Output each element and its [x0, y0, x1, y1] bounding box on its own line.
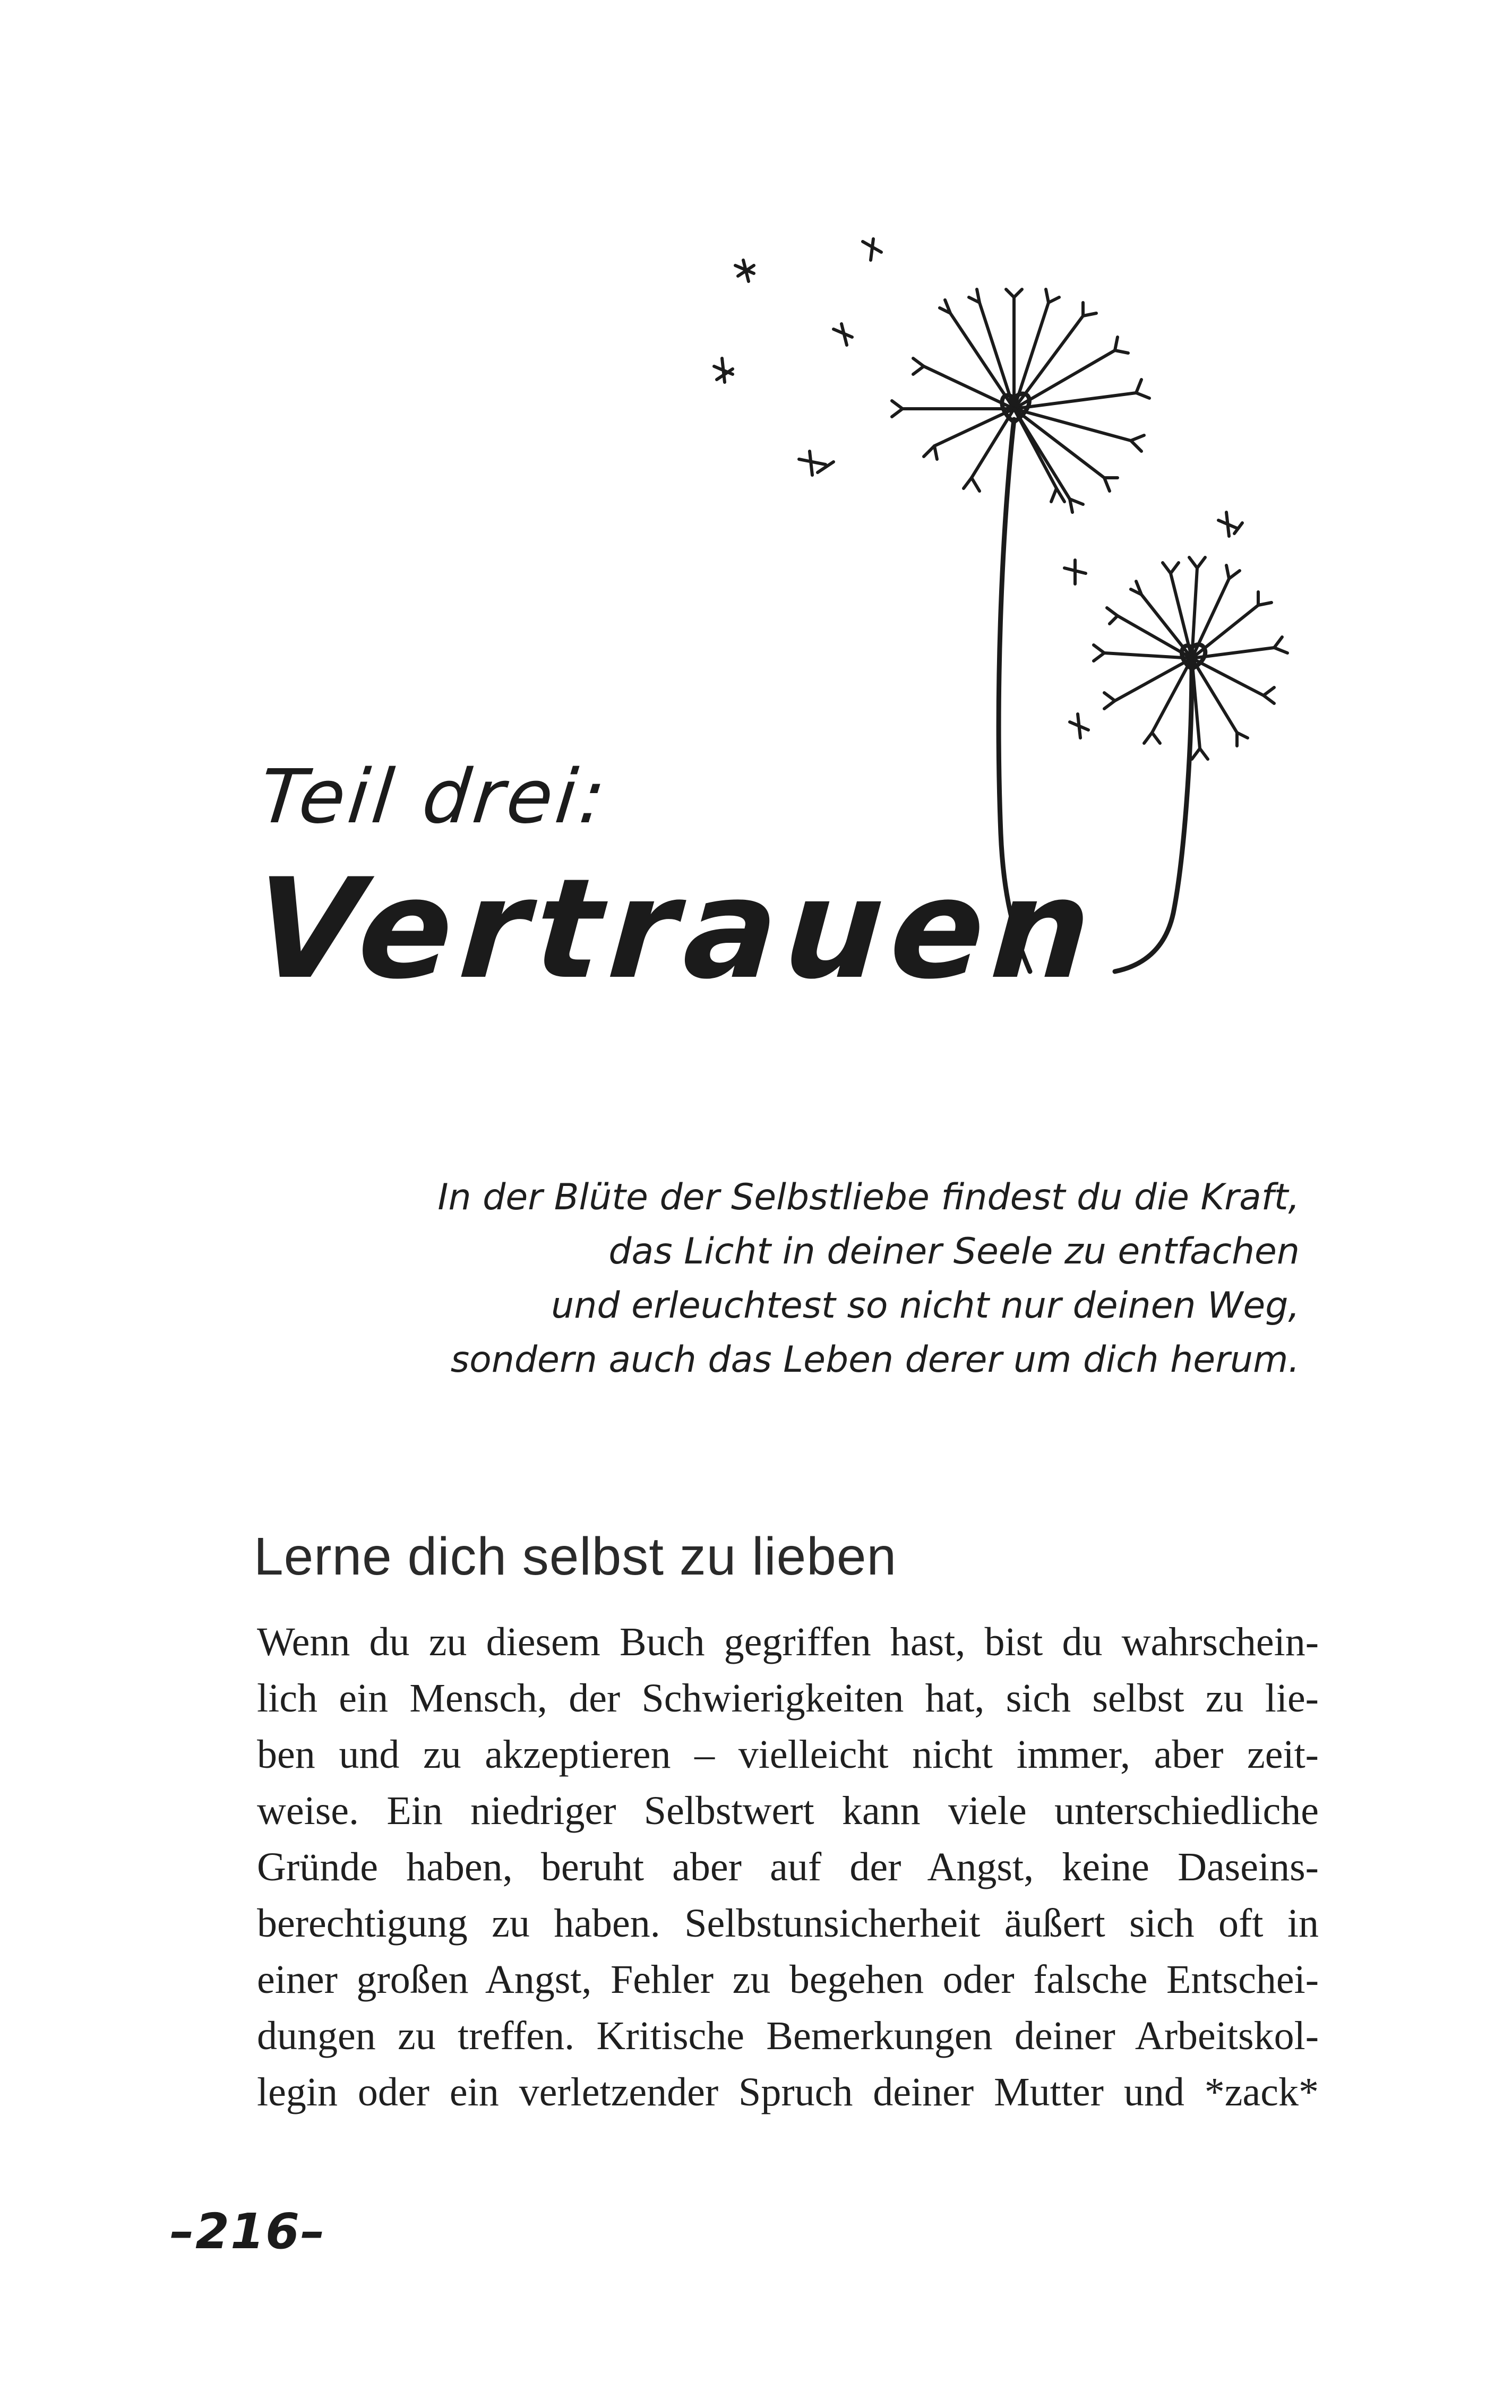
- body-line: weise. Ein niedriger Selbstwert kann viele unterschiedliche: [257, 1788, 1319, 1833]
- body-line: einer großen Angst, Fehler zu begehen oder falsche Entschei-: [257, 1957, 1319, 2002]
- page-number: –216–: [170, 2203, 327, 2260]
- body-line: ben und zu akzeptieren – vielleicht nicht immer, aber zeit-: [257, 1732, 1319, 1777]
- part-label: Teil drei:: [255, 754, 613, 840]
- body-line: Gründe haben, beruht aber auf der Angst, keine Daseins-: [257, 1845, 1319, 1889]
- chapter-title: Vertrauen: [249, 849, 1103, 1010]
- quote-line: sondern auch das Leben derer um dich herum.: [450, 1339, 1300, 1381]
- body-line: dungen zu treffen. Kritische Bemerkungen deiner Arbeitskol-: [257, 2014, 1319, 2058]
- quote-line: In der Blüte der Selbstliebe findest du die Kraft,: [437, 1176, 1300, 1218]
- body-line: Wenn du zu diesem Buch gegriffen hast, bist du wahrschein-: [257, 1620, 1319, 1664]
- body-line: lich ein Mensch, der Schwierigkeiten hat, sich selbst zu lie-: [257, 1676, 1319, 1721]
- epigraph-quote: [291, 1171, 1300, 1387]
- body-paragraph: [257, 1614, 1319, 2120]
- body-line: legin oder ein verletzender Spruch deiner Mutter und *zack*: [257, 2070, 1319, 2114]
- quote-line: und erleuchtest so nicht nur deinen Weg,: [551, 1285, 1300, 1327]
- section-heading: Lerne dich selbst zu lieben: [254, 1527, 897, 1586]
- body-line: berechtigung zu haben. Selbstunsicherheit äußert sich oft in: [257, 1901, 1319, 1946]
- quote-line: das Licht in deiner Seele zu entfachen: [608, 1231, 1300, 1272]
